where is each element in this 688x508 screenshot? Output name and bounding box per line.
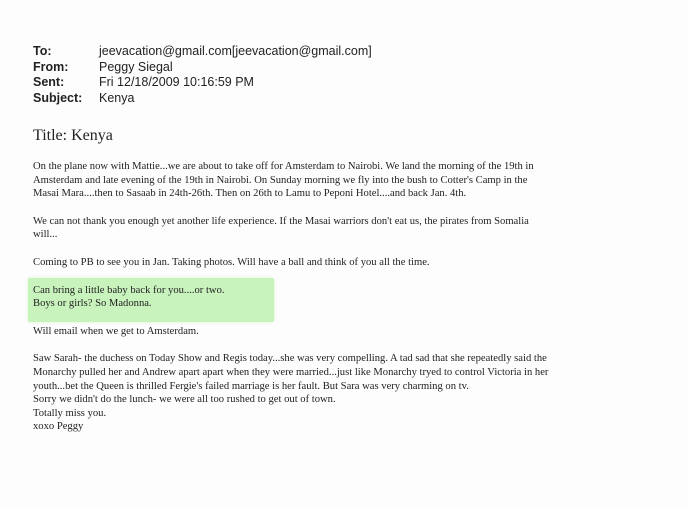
body-line: Totally miss you. — [33, 407, 107, 419]
email-header — [33, 44, 372, 106]
subject-row — [33, 91, 372, 107]
highlighted-paragraph — [33, 284, 683, 311]
body-line: Saw Sarah- the duchess on Today Show and Regis today...she was very compelling. A tad sad that she repeatedly said the — [33, 353, 547, 365]
to-label: To: — [33, 44, 52, 58]
body-line: Amsterdam and late evening of the 19th in Nairobi. On Sunday morning we fly into the bush to Cotter's Camp in the — [33, 174, 528, 186]
paragraph-itinerary — [33, 160, 683, 201]
paragraph-thanks — [33, 215, 683, 242]
body-line: Monarchy pulled her and Andrew apart apart when they were married...just like Monarchy tryed to control Victoria in her — [33, 366, 549, 378]
to-value: jeevacation@gmail.com[jeevacation@gmail.com] — [99, 44, 372, 58]
sent-label: Sent: — [33, 75, 65, 89]
body-line: Masai Mara....then to Sasaab in 24th-26th. Then on 26th to Lamu to Peponi Hotel....and back Jan. 4th. — [33, 188, 467, 200]
message-title: Title: Kenya — [33, 127, 113, 144]
from-label: From: — [33, 59, 69, 74]
sent-value: Fri 12/18/2009 10:16:59 PM — [99, 75, 254, 89]
body-line: Will email when we get to Amsterdam. — [33, 325, 199, 337]
body-line: will... — [33, 229, 58, 241]
paragraph-visit — [33, 256, 683, 270]
message-body — [33, 160, 683, 448]
to-row — [33, 44, 372, 60]
body-line: On the plane now with Mattie...we are about to take off for Amsterdam to Nairobi. We land the morning of the 19th in — [33, 161, 534, 172]
paragraph-sarah — [33, 352, 683, 434]
subject-value: Kenya — [99, 90, 135, 105]
subject-label: Subject: — [33, 90, 83, 105]
from-value: Peggy Siegal — [99, 59, 173, 74]
body-line: Sorry we didn't do the lunch- we were all too rushed to get out of town. — [33, 394, 336, 406]
body-line: Coming to PB to see you in Jan. Taking photos. Will have a ball and think of you all the time. — [33, 256, 430, 268]
signature: xoxo Peggy — [33, 421, 84, 433]
sent-row — [33, 75, 372, 91]
paragraph-email-later — [33, 325, 683, 339]
body-line: youth...bet the Queen is thrilled Fergie's failed marriage is her fault. But Sara was very charming on tv. — [33, 380, 469, 392]
body-line: Boys or girls? So Madonna. — [33, 298, 152, 310]
from-row — [33, 60, 372, 76]
body-line: Can bring a little baby back for you....or two. — [33, 284, 225, 296]
body-line: We can not thank you enough yet another life experience. If the Masai warriors don't eat us, the pirates from Somalia — [33, 215, 529, 227]
